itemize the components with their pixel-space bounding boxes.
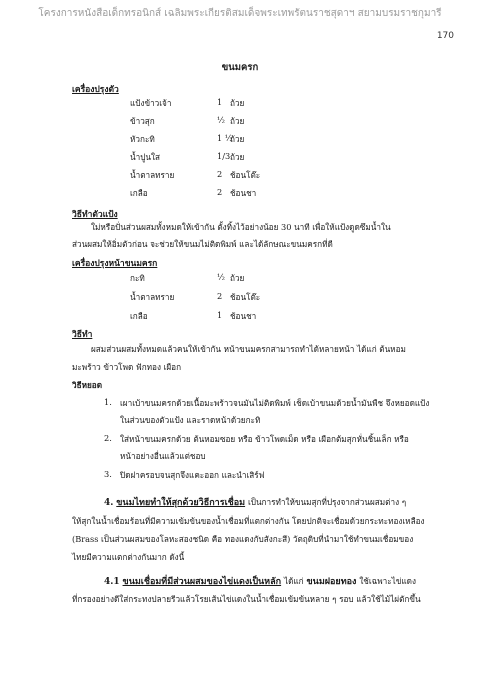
- ingredient-name: น้ำตาลทราย: [130, 170, 175, 180]
- ingredient-name: เกลือ: [130, 188, 148, 198]
- list-line: ใส่หน้าขนมครกด้วย ต้นหอมซอย หรือ ข้าวโพดเม็ด หรือ เผือกต้มสุกหั่นชิ้นเล็ก หรือ: [120, 434, 409, 444]
- section-4-first-line: [104, 495, 406, 509]
- section-number: 4.: [104, 498, 114, 508]
- paragraph-line: ที่กรองอย่างดีใส่กระทงปลายรีวแล้วโรยเส้นไข่แดงในน้ำเชื่อมเข้มข้นหลาย ๆ รอบ แล้วใช้ไม้ไผ่ตักขึ้น: [72, 594, 421, 604]
- ingredient-qty: 1/3: [217, 151, 231, 161]
- section-title: ขนมไทยทำให้สุกด้วยวิธีการเชื่อม: [116, 498, 246, 508]
- list-number: 1.: [104, 397, 112, 407]
- list-line: เผาเบ้าขนมครกด้วยเนื้อมะพร้าวจนมันไม่ติดพิมพ์ เช็ดเบ้าขนมด้วยน้ำมันพืช จึงหยอดแป้ง: [120, 398, 430, 408]
- section-number: 4.1: [104, 577, 120, 587]
- section-title: ขนมเชื่อมที่มีส่วนผสมของไข่แดงเป็นหลัก: [122, 577, 282, 587]
- ingredient-unit: ถ้วย: [230, 152, 245, 162]
- paragraph-text: ใช้เฉพาะไข่แดง: [359, 576, 416, 586]
- ingredient-unit: ช้อนชา: [230, 311, 257, 321]
- heading-ingredients-topping: เครื่องปรุงหน้าขนมครก: [72, 259, 158, 269]
- page-number: 170: [436, 31, 454, 41]
- ingredient-name: หัวกะทิ: [130, 134, 155, 144]
- list-line: หน้าอย่างอื่นแล้วแต่ชอบ: [120, 451, 206, 461]
- ingredient-unit: ช้อนโต๊ะ: [230, 170, 261, 180]
- paragraph-line: ส่วนผสมให้อิ่มตัวก่อน จะช่วยให้ขนมไม่ติดพิมพ์ และได้ลักษณะขนมครกที่ดี: [72, 239, 333, 249]
- section-4-1-first-line: [104, 574, 416, 588]
- paragraph-line: มะพร้าว ข้าวโพด ฟักทอง เผือก: [72, 362, 182, 372]
- ingredient-unit: ถ้วย: [230, 98, 245, 108]
- ingredient-name: เกลือ: [130, 311, 148, 321]
- paragraph-line: ให้สุกในน้ำเชื่อมร้อนที่มีความเข้มข้นของน้ำเชื่อมที่แตกต่างกัน โดยปกติจะเชื่อมด้วยกระทะทองเหลือง: [72, 516, 425, 526]
- dessert-name: ขนมฝอยทอง: [306, 577, 357, 587]
- ingredient-name: กะทิ: [130, 273, 145, 283]
- paragraph-line: ผสมส่วนผสมทั้งหมดแล้วคนให้เข้ากัน หน้าขนมครกสามารถทำได้หลายหน้า ได้แก่ ต้นหอม: [91, 344, 406, 354]
- list-number: 3.: [104, 469, 112, 479]
- ingredient-qty: 1: [217, 97, 223, 107]
- paragraph-text: เป็นการทำให้ขนมสุกที่ปรุงจากส่วนผสมต่าง ๆ: [247, 497, 407, 507]
- ingredient-qty: ½: [217, 272, 225, 282]
- paragraph-line: ใม่หรือปั่นส่วนผสมทั้งหมดให้เข้ากัน ตั้งทิ้งไว้อย่างน้อย 30 นาที เพื่อให้แป้งดูดซึมน้ำใน: [91, 222, 391, 232]
- ingredient-name: ข้าวสุก: [130, 116, 155, 126]
- ingredient-unit: ถ้วย: [230, 116, 245, 126]
- ingredient-qty: ½: [217, 115, 225, 125]
- heading-method-topping: วิธีทำ: [72, 330, 93, 340]
- paragraph-line: ไทยมีความแตกต่างกันมาก ดังนี้: [72, 552, 185, 562]
- ingredient-name: น้ำตาลทราย: [130, 292, 175, 302]
- ingredient-qty: 1: [217, 310, 223, 320]
- heading-method-pour: วิธีหยอด: [72, 380, 103, 390]
- ingredient-qty: 2: [217, 169, 223, 179]
- ingredient-qty: 2: [217, 187, 223, 197]
- recipe-title: ขนมครก: [221, 62, 259, 73]
- ingredient-name: น้ำปูนใส: [130, 152, 160, 162]
- ingredient-unit: ช้อนชา: [230, 188, 257, 198]
- ingredient-unit: ช้อนโต๊ะ: [230, 292, 261, 302]
- paragraph-text: ได้แก่: [283, 576, 304, 586]
- heading-ingredients-batter: เครื่องปรุงตัว: [72, 85, 119, 95]
- running-header: โครงการหนังสือเด็กทรอนิกส์ เฉลิมพระเกียรติสมเด็จพระเทพรัตนราชสุดาฯ สยามบรมราชกุมารี: [38, 8, 442, 19]
- list-line: ปิดฝาครอบจนสุกจึงแคะออก และนำเสิร์ฟ: [120, 470, 265, 480]
- list-number: 2.: [104, 433, 112, 443]
- paragraph-line: (Brass เป็นส่วนผสมของโลหะสองชนิด คือ ทองแดงกับสังกะสี) วัตถุดิบที่นำมาใช้ทำขนมเชื่อมของ: [72, 534, 414, 544]
- ingredient-qty: 1 ½: [217, 133, 233, 143]
- ingredient-unit: ถ้วย: [230, 134, 245, 144]
- ingredient-unit: ถ้วย: [230, 273, 245, 283]
- list-line: ในส่วนของตัวแป้ง และราดหน้าด้วยกะทิ: [120, 415, 261, 425]
- ingredient-name: แป้งข้าวเจ้า: [130, 98, 172, 108]
- ingredient-qty: 2: [217, 291, 223, 301]
- heading-method-batter: วิธีทำตัวแป้ง: [72, 210, 118, 220]
